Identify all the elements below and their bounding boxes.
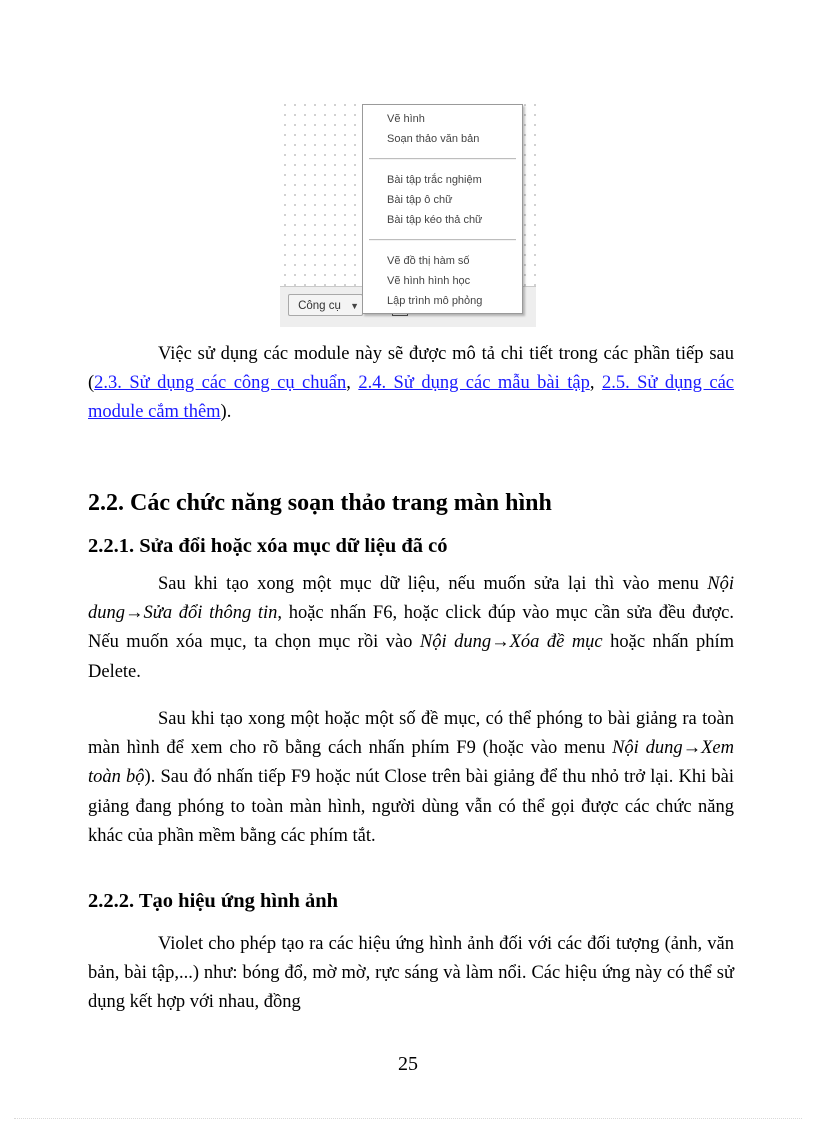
menu-item-text-editor[interactable]: Soạn thảo văn bản xyxy=(387,133,480,145)
menu-separator xyxy=(369,239,516,241)
tools-button-label: Công cụ xyxy=(298,300,341,312)
menu-item-drag-drop[interactable]: Bài tập kéo thả chữ xyxy=(387,214,483,226)
menu-item-geometry[interactable]: Vẽ hình hình học xyxy=(387,275,471,287)
paragraph-effects: Violet cho phép tạo ra các hiệu ứng hình ảnh đối với các đối tượng (ảnh, văn bản, bài tập,...) như: bóng đổ, mờ mờ, rực sáng và làm nổi. Các hiệu ứng này có thể sử dụng kết hợp với nhau, đồng xyxy=(88,934,734,1013)
paragraph-edit-delete xyxy=(88,570,734,687)
toolbar-menu-screenshot xyxy=(280,100,536,327)
separator-text: , xyxy=(589,373,602,394)
paragraph-text: Sau khi tạo xong một hoặc một số đề mục, có thể phóng to bài giảng ra toàn màn hình để xem cho rõ bằng cách nhấn phím F9 (hoặc vào menu xyxy=(88,709,734,759)
link-plugin-modules[interactable]: 2.5. Sử dụng các module cắm thêm xyxy=(88,373,735,423)
subsection-heading-effects: 2.2.2. Tạo hiệu ứng hình ảnh xyxy=(88,890,339,912)
paragraph-fullscreen xyxy=(88,705,734,851)
paragraph-text: , hoặc nhấn F6, hoặc click đúp vào mục cần sửa đều được. Nếu muốn xóa mục, ta chọn mục rồi vào xyxy=(88,603,734,653)
section-heading: 2.2. Các chức năng soạn thảo trang màn hình xyxy=(88,490,552,516)
intro-text-end: ). xyxy=(220,402,232,423)
menu-item-function-graph[interactable]: Vẽ đồ thị hàm số xyxy=(387,255,470,267)
link-exercise-templates[interactable]: 2.4. Sử dụng các mẫu bài tập xyxy=(358,373,590,394)
menu-item-simulation[interactable]: Lập trình mô phỏng xyxy=(387,295,483,307)
menu-item-draw[interactable]: Vẽ hình xyxy=(387,113,425,125)
page-number: 25 xyxy=(398,1053,418,1075)
tools-dropdown-menu xyxy=(362,104,523,314)
intro-paragraph xyxy=(88,340,734,428)
menu-path-view-all: Nội dung→Xem toàn bộ xyxy=(88,738,734,788)
chevron-down-icon: ▼ xyxy=(350,301,359,311)
menu-item-crossword[interactable]: Bài tập ô chữ xyxy=(387,194,453,206)
menu-path-delete-item: Nội dung→Xóa đề mục xyxy=(419,632,603,653)
page-bottom-border xyxy=(14,1118,802,1119)
separator-text: , xyxy=(346,373,359,394)
intro-text: Việc sử dụng các module này sẽ được mô tả chi tiết trong các phần tiếp sau ( xyxy=(88,344,734,394)
paragraph-text: ). Sau đó nhấn tiếp F9 hoặc nút Close trên bài giảng để thu nhỏ trở lại. Khi bài giảng đang phóng to toàn màn hình, người dùng vẫn có thể gọi được các chức năng khác của phần mềm bằng các phím tắt. xyxy=(88,767,734,846)
menu-separator xyxy=(369,158,516,160)
subsection-heading-edit-delete: 2.2.1. Sửa đổi hoặc xóa mục dữ liệu đã có xyxy=(88,535,448,557)
link-standard-tools[interactable]: 2.3. Sử dụng các công cụ chuẩn xyxy=(94,373,347,394)
paragraph-text: Sau khi tạo xong một mục dữ liệu, nếu muốn sửa lại thì vào menu xyxy=(158,574,708,594)
paragraph-text: hoặc nhấn phím Delete. xyxy=(88,632,734,682)
menu-path-edit-info: Nội dung→Sửa đổi thông tin xyxy=(88,574,734,624)
tools-button[interactable] xyxy=(288,294,363,316)
menu-item-quiz[interactable]: Bài tập trắc nghiệm xyxy=(387,174,482,186)
